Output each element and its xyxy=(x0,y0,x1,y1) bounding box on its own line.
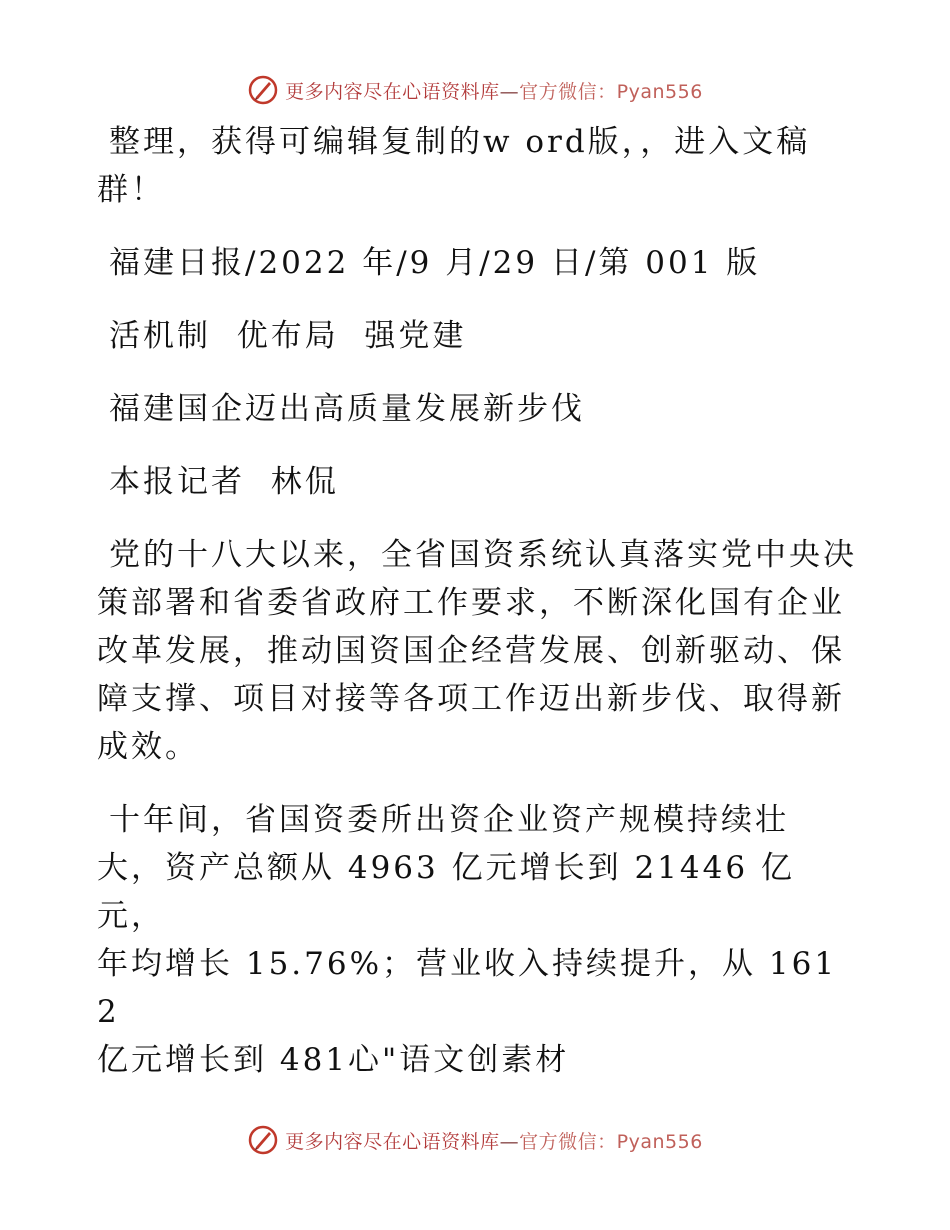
quill-logo-icon xyxy=(247,74,279,106)
watermark-contact: 官方微信：Pyan556 xyxy=(519,1130,703,1153)
body-paragraph-2 xyxy=(97,796,857,1084)
watermark-contact: 官方微信：Pyan556 xyxy=(519,80,703,103)
footer-watermark xyxy=(0,1120,950,1160)
document-body xyxy=(97,118,857,1109)
watermark-separator: — xyxy=(499,80,520,103)
article-title: 福建国企迈出高质量发展新步伐 xyxy=(109,391,585,427)
watermark-text xyxy=(285,1127,703,1154)
p2-line-4: 亿元增长到 481心"语文创素材 xyxy=(97,1042,570,1078)
p2-line-2: 大，资产总额从 4963 亿元增长到 21446 亿元， xyxy=(97,850,795,934)
watermark-separator: — xyxy=(499,1130,520,1153)
watermark-main: 更多内容尽在心语资料库 xyxy=(285,1130,500,1153)
watermark-main: 更多内容尽在心语资料库 xyxy=(285,80,500,103)
intro-paragraph: 整理，获得可编辑复制的w ord版，，进入文稿群！ xyxy=(97,124,811,208)
article-subtitle: 活机制 优布局 强党建 xyxy=(109,318,467,354)
p2-line-1: 十年间，省国资委所出资企业资产规模持续壮 xyxy=(109,802,789,838)
watermark-text xyxy=(285,77,703,104)
body-paragraph-1: 党的十八大以来，全省国资系统认真落实党中央决策部署和省委省政府工作要求，不断深化国有企业改革发展，推动国资国企经营发展、创新驱动、保障支撑、项目对接等各项工作迈出新步伐、取得新成效。 xyxy=(97,537,857,765)
quill-logo-icon xyxy=(247,1124,279,1156)
source-line: 福建日报/2022 年/9 月/29 日/第 001 版 xyxy=(109,245,761,281)
byline: 本报记者 林侃 xyxy=(109,464,339,500)
p2-line-3: 年均增长 15.76%；营业收入持续提升，从 1612 xyxy=(97,946,838,1030)
header-watermark xyxy=(0,70,950,110)
